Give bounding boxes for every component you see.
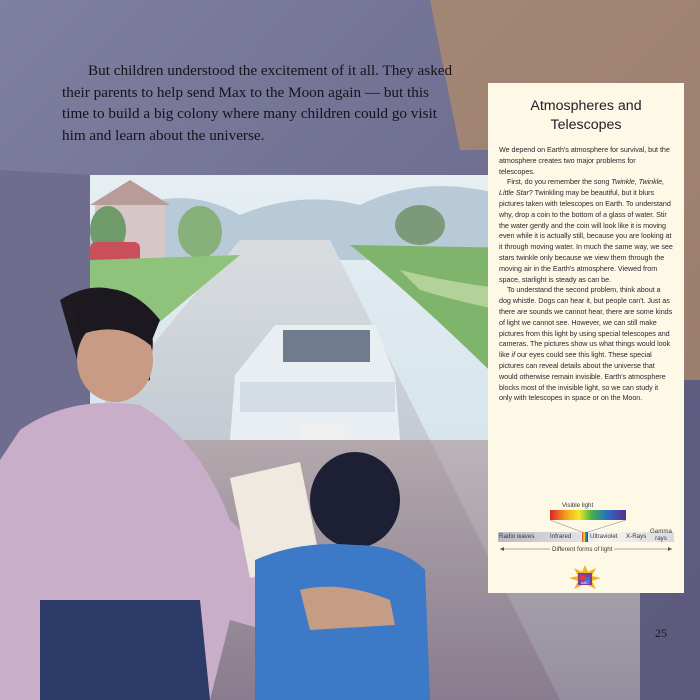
radio-waves-label: Radio waves	[499, 533, 535, 540]
sidebar-box	[488, 83, 684, 593]
different-forms-caption: Different forms of light	[552, 546, 613, 553]
sidebar-paragraph-3	[499, 285, 673, 404]
xrays-label: X-Rays	[626, 533, 647, 540]
p3-text-a: To understand the second problem, think about a dog whistle. Dogs can hear it, but people can't. Just as there are sounds we cannot hear, there are some kinds of light we cannot see. However, we can still make pictures from this light by using special telescopes and cameras. The pictures show us what things would look like	[499, 285, 673, 360]
song-title: Twinkle, Twinkle, Little Star	[499, 177, 665, 198]
sidebar-title: Atmospheres and Telescopes	[530, 98, 642, 133]
visible-light-label: Visible light	[562, 502, 594, 509]
gamma-rays-label: Gamma rays	[649, 528, 672, 542]
story-paragraph: But children understood the excitement of it all. They asked their parents to help send Max to the Moon again — but this time to build a big colony where many children could go visit him and learn about the universe.	[62, 62, 453, 144]
p3-text-b: our eyes could see this light. These special pictures can reveal details about the universe that would otherwise remain invisible. Earth's atmosphere blocks most of the invisible light, so we can study it only with telescopes in space or on the Moon.	[499, 350, 666, 403]
p3-emphasis: if	[511, 350, 516, 360]
sidebar-body	[499, 145, 673, 404]
sidebar-paragraph-2	[499, 177, 673, 285]
infrared-label: Infrared	[550, 533, 572, 540]
p2-text-a: First, do you remember the song	[507, 177, 612, 187]
sidebar-paragraph-1: We depend on Earth's atmosphere for survival, but the atmosphere creates two major problems for telescopes.	[499, 145, 670, 176]
main-story-text	[62, 60, 457, 146]
p2-text-b: ? Twinkling may be beautiful, but it blurs pictures taken with telescopes on Earth. To understand why, drop a coin to the bottom of a glass of water. Stir the water gently and the coin will look like it is moving even while it is actually still, because you are looking at it through moving water. In much the same way, we see stars twinkle only because we view them through the moving air in the Earth's atmosphere. Viewed from space, starlight is steady as can be.	[499, 188, 673, 284]
publisher-logo	[568, 564, 602, 590]
light-spectrum-diagram	[498, 502, 674, 560]
page-number: 25	[655, 626, 667, 640]
visible-slice	[582, 532, 588, 542]
logo-letters: ABC	[580, 580, 590, 585]
visible-spectrum-bar	[550, 510, 626, 520]
ultraviolet-label: Ultraviolet	[590, 533, 618, 540]
